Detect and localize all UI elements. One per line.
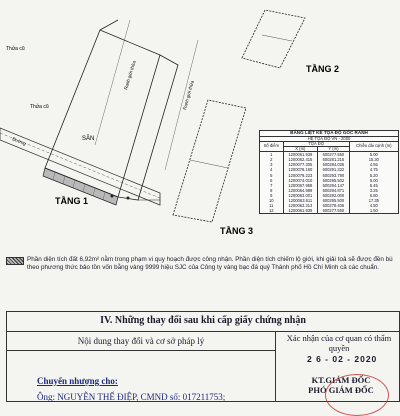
coord-col-point: Số điểm <box>260 141 284 151</box>
plan-label-tang-1: TẦNG 1 <box>55 196 89 206</box>
hatch-legend-swatch <box>6 257 24 265</box>
changes-section-title: IV. Những thay đổi sau khi cấp giấy chứng nhận <box>100 315 306 326</box>
boundary-label-1: Ranh giới thửa <box>123 60 137 91</box>
official-seal <box>325 374 389 416</box>
coord-col-x: X (m) <box>283 147 318 152</box>
road-label: Đường <box>11 136 27 147</box>
transfer-label: Chuyển nhượng cho: <box>37 376 118 386</box>
corner-coordinate-table <box>259 130 399 214</box>
coord-length-values: 5.00 15.30 4.55 4.75 5.20 5.00 5.45 3.25 6.80 17.35 4.50 1.50 <box>349 152 398 214</box>
coord-col-coord: TỌA ĐỘ <box>283 141 349 146</box>
floor-1-outline <box>45 30 160 197</box>
coord-table-subtitle: HỆ TỌA ĐỘ VN - 2000 <box>260 136 399 141</box>
changes-content-header: Nội dung thay đổi và cơ sở pháp lý <box>77 336 205 346</box>
plan-label-thua-cu: Thửa cũ <box>6 46 25 52</box>
deputy-director: PHÓ GIÁM ĐỐC <box>308 385 374 395</box>
kt-director: KT.GIÁM ĐỐC <box>311 375 371 385</box>
plan-label-thua-cu-2: Thửa cũ <box>30 104 49 110</box>
coord-col-length: Chiều dài cạnh (m) <box>349 141 398 151</box>
floor-2-outline <box>242 10 305 68</box>
coord-point-numbers: 1 2 3 4 5 6 7 8 9 10 11 12 <box>260 152 284 214</box>
plan-label-san: SÂN <box>82 136 95 142</box>
changes-section <box>6 311 400 402</box>
coord-y-values: 600277.550 600281.215 600284.036 600291.332 600293.790 600295.502 600294.147 600294.871 600292.000 600295.500 600278.406 600277.550 <box>318 152 350 214</box>
plan-label-tang-2: TẦNG 2 <box>306 64 340 74</box>
area-note: Phần diện tích đất 6,92m² nằm trong phạm vi quy hoạch được công nhận. Phần diện tích chiếm lộ giới, khi giải toả sẽ được đền bù theo phương thức bảo tồn vốn bằng vàng 9999 hiệu SJC của Công ty vàng bạc đá quý Thành phố Hồ Chí Minh cả các chuẩn. <box>27 256 393 272</box>
confirmation-date: 2 6 - 02 - 2020 <box>307 354 378 364</box>
coord-col-y: Y (m) <box>318 147 350 152</box>
boundary-label-2: Ranh giới thửa <box>182 80 195 111</box>
transfer-recipient: Ông: NGUYỄN THẾ ĐIỆP, CMND số: 017211753; <box>37 392 226 402</box>
plan-label-tang-3: TẦNG 3 <box>220 226 254 236</box>
coord-table-title: BẢNG LIỆT KÊ TỌA ĐỘ GÓC RANH <box>260 131 399 137</box>
coord-x-values: 1200061.939 1200062.415 1200077.305 1200078.160 1200079.223 1200074.010 1200067.958 1200064.989 1200063.001 1200063.611 1200063.313 1200061.939 <box>283 152 318 214</box>
floor-3-outline <box>173 100 246 222</box>
authority-confirmation-header: Xác nhận của cơ quan có thẩm quyền <box>286 333 392 353</box>
